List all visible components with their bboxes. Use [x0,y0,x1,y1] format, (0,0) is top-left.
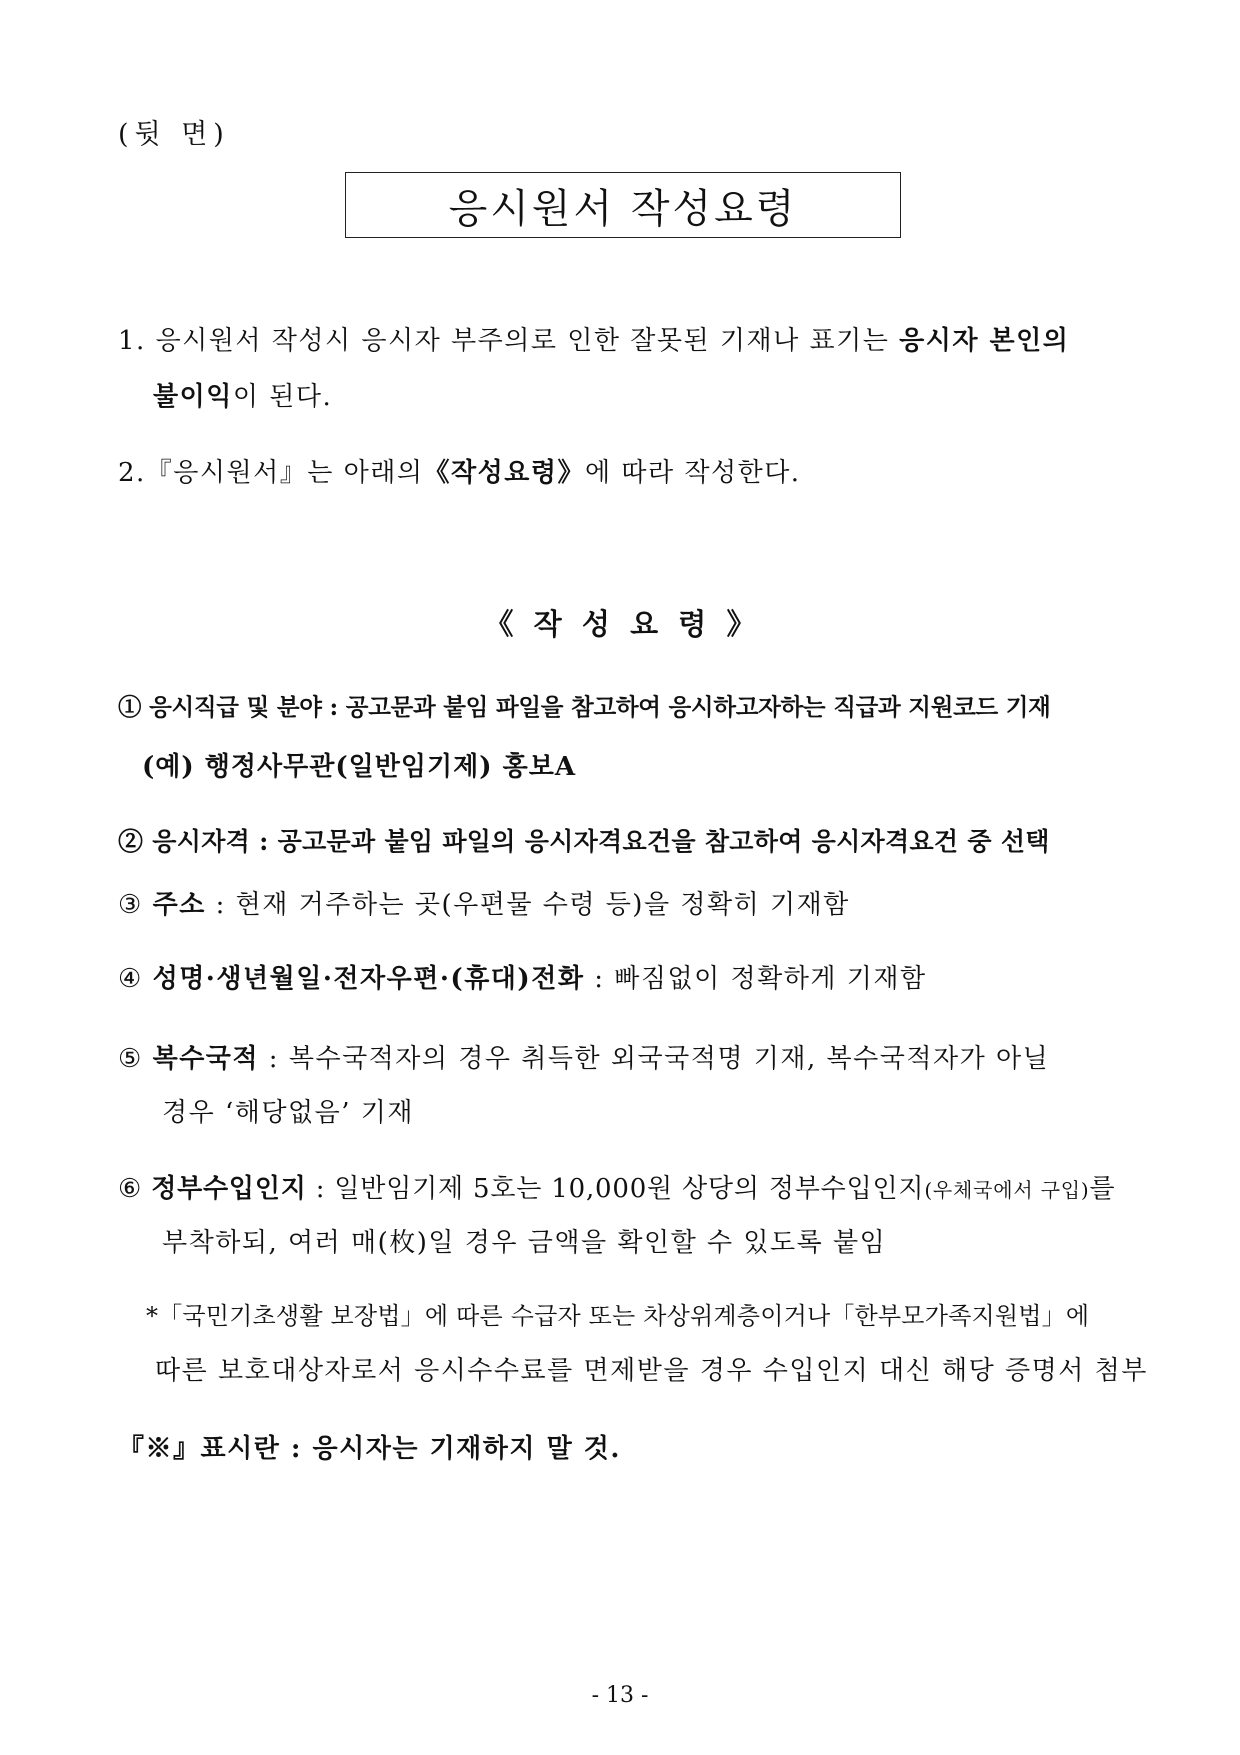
note-1-bold-2: 불이익 [153,382,233,412]
item-3 [118,884,850,921]
page-number: - 13 - [591,1683,649,1708]
item-4-marker: ④ [118,964,153,994]
item-3-label: 주소 [152,890,206,920]
guide-heading: 《 작 성 요 령 》 [484,607,756,641]
note-2-prefix: 2.『응시원서』는 아래의 [118,458,424,488]
footnote-line-1: *「국민기초생활 보장법」에 따른 수급자 또는 차상위계층이거나「한부모가족지원법」에 [146,1302,1090,1330]
title-box [345,172,901,238]
item-5-desc: : 복수국적자의 경우 취득한 외국국적명 기재, 복수국적자가 아닐 [259,1044,1050,1074]
note-2 [118,452,801,489]
note-1-line-1 [118,320,1069,357]
item-6-desc-end: 를 [1089,1174,1116,1204]
side-label: (뒷 면) [118,119,230,150]
item-6 [118,1168,1115,1205]
item-2: ② 응시자격 : 공고문과 붙임 파일의 응시자격요건을 참고하여 응시자격요건 중 선택 [118,827,1050,856]
item-4-label: 성명·생년월일·전자우편·(휴대)전화 [152,964,585,994]
item-1: ① 응시직급 및 분야 : 공고문과 붙임 파일을 참고하여 응시하고자하는 직급과 지원코드 기재 [118,693,1051,721]
item-3-marker: ③ [118,890,153,920]
item-6-small-note: (우체국에서 구입) [924,1178,1090,1202]
item-6-marker: ⑥ [118,1174,152,1204]
note-1-suffix: 이 된다. [232,382,333,412]
item-4-desc: : 빠짐없이 정확하게 기재함 [584,964,927,994]
item-3-desc: : 현재 거주하는 곳(우편물 수령 등)을 정확히 기재함 [205,890,850,920]
item-4 [118,958,927,995]
item-5-continuation: 경우 ‘해당없음’ 기재 [162,1098,414,1128]
item-5-marker: ⑤ [118,1044,153,1074]
note-1-bold-1: 응시자 본인의 [899,326,1070,356]
item-6-label: 정부수입인지 [151,1174,307,1204]
document-title: 응시원서 작성요령 [448,185,798,232]
item-5-label: 복수국적 [152,1044,260,1074]
item-6-desc: : 일반임기제 5호는 10,000원 상당의 정부수입인지 [306,1174,925,1204]
note-1-prefix: 1. 응시원서 작성시 응시자 부주의로 인한 잘못된 기재나 표기는 [118,326,900,356]
item-1-example: (예) 행정사무관(일반임기제) 홍보A [142,752,576,782]
item-6-continuation: 부착하되, 여러 매(枚)일 경우 금액을 확인할 수 있도록 붙임 [162,1228,887,1258]
note-1-line-2 [153,376,332,413]
note-2-suffix: 에 따라 작성한다. [584,458,801,488]
notice: 『※』표시란 : 응시자는 기재하지 말 것. [118,1434,621,1464]
footnote-line-2: 따른 보호대상자로서 응시수수료를 면제받을 경우 수입인지 대신 해당 증명서 첨부 [155,1356,1148,1386]
note-2-bold: 《작성요령》 [423,458,585,488]
item-5 [118,1038,1049,1075]
